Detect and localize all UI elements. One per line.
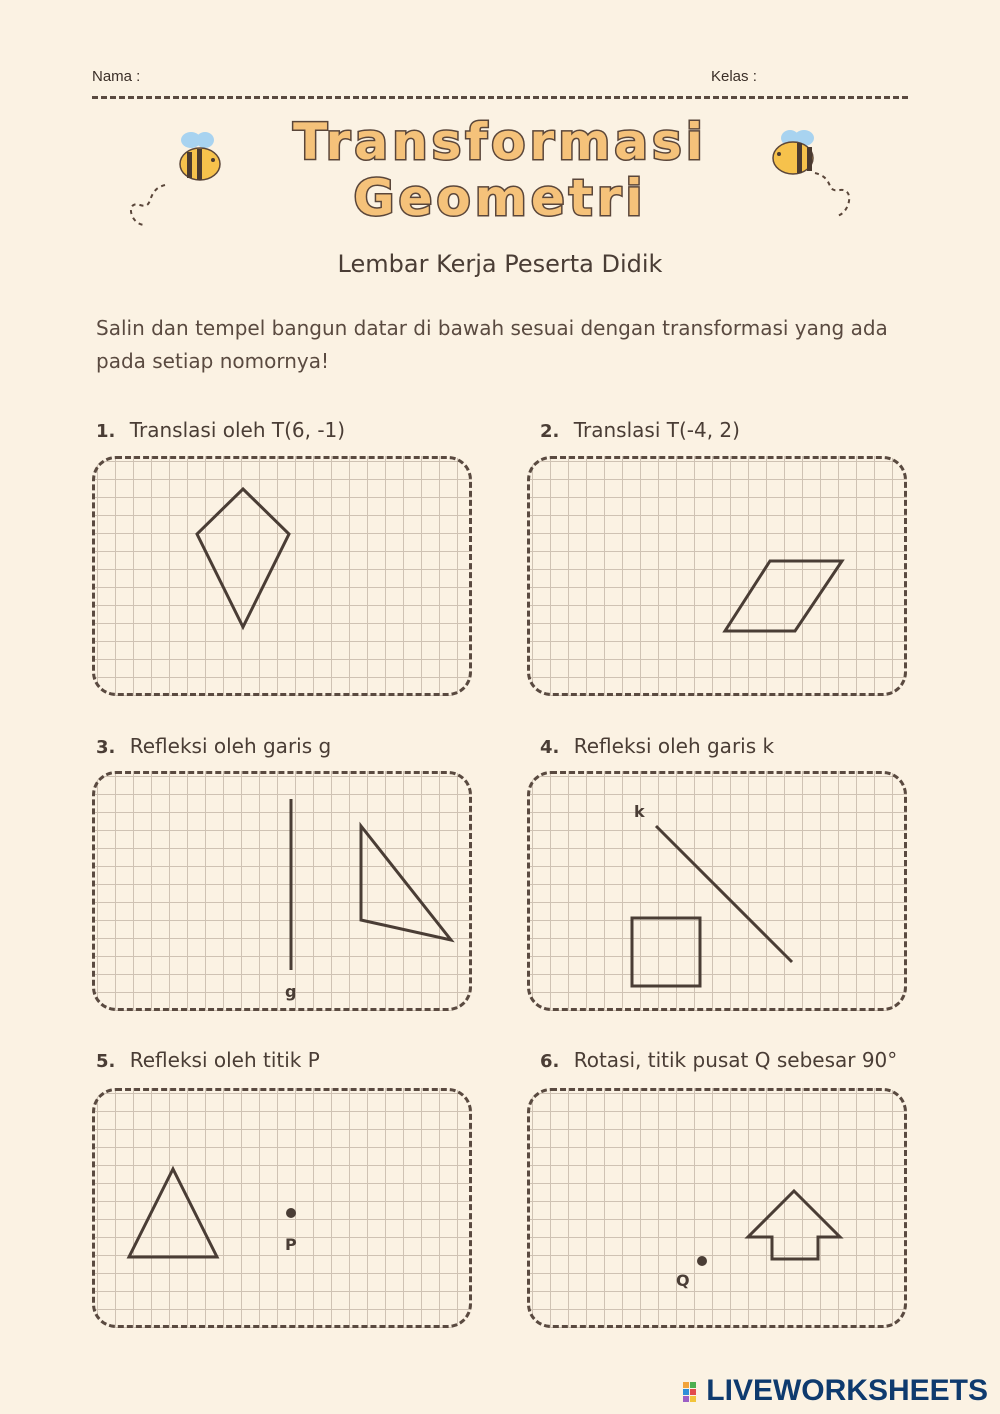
parallelogram-shape[interactable] xyxy=(530,459,907,696)
grid-box-5[interactable] xyxy=(92,1088,472,1328)
question-number: 2. xyxy=(540,421,560,442)
point-q-label: Q xyxy=(676,1271,690,1290)
page-title-line2: Geometri xyxy=(353,169,647,227)
brand-name: LIVEWORKSHEETS xyxy=(706,1374,988,1407)
question-1-label xyxy=(96,418,345,442)
liveworksheets-logo[interactable] xyxy=(682,1374,988,1408)
question-number: 3. xyxy=(96,737,116,758)
point-q xyxy=(697,1256,707,1266)
arrow-house-shape[interactable] xyxy=(748,1191,840,1259)
line-g-label: g xyxy=(285,982,297,1001)
question-number: 6. xyxy=(540,1051,560,1072)
kite-shape[interactable] xyxy=(95,459,472,696)
triangle-shape[interactable] xyxy=(129,1169,217,1257)
point-p xyxy=(286,1208,296,1218)
question-text: Translasi T(-4, 2) xyxy=(573,418,740,442)
square-shape[interactable] xyxy=(632,918,700,986)
line-k xyxy=(656,826,792,962)
grid-box-1[interactable] xyxy=(92,456,472,696)
point-p-label: P xyxy=(285,1235,297,1254)
name-label: Nama : xyxy=(92,68,141,85)
question-number: 1. xyxy=(96,421,116,442)
question-text: Refleksi oleh titik P xyxy=(129,1048,320,1072)
grid-box-6[interactable] xyxy=(527,1088,907,1328)
instruction-text: Salin dan tempel bangun datar di bawah sesuai dengan transformasi yang ada pada setiap nomornya! xyxy=(96,316,888,373)
page-title-line1: Transformasi xyxy=(293,113,707,171)
question-number: 4. xyxy=(540,737,560,758)
page-subtitle: Lembar Kerja Peserta Didik xyxy=(337,250,663,278)
question-text: Refleksi oleh garis k xyxy=(573,734,775,758)
question-4-label xyxy=(540,734,774,758)
header-divider xyxy=(92,96,908,99)
question-6-label xyxy=(540,1048,897,1072)
question-3-label xyxy=(96,734,331,758)
question-text: Refleksi oleh garis g xyxy=(129,734,332,758)
bee-right-icon xyxy=(765,128,865,228)
triangle-shape[interactable] xyxy=(361,826,451,940)
line-k-label: k xyxy=(634,802,645,821)
grid-box-3[interactable] xyxy=(92,771,472,1011)
class-label: Kelas : xyxy=(711,68,757,85)
question-text: Rotasi, titik pusat Q sebesar 90° xyxy=(573,1048,898,1072)
bee-left-icon xyxy=(125,130,235,230)
question-2-label xyxy=(540,418,740,442)
grid-box-2[interactable] xyxy=(527,456,907,696)
grid-box-4[interactable] xyxy=(527,771,907,1011)
question-text: Translasi oleh T(6, -1) xyxy=(129,418,346,442)
question-5-label xyxy=(96,1048,320,1072)
question-number: 5. xyxy=(96,1051,116,1072)
liveworksheets-mark-icon xyxy=(682,1380,704,1404)
